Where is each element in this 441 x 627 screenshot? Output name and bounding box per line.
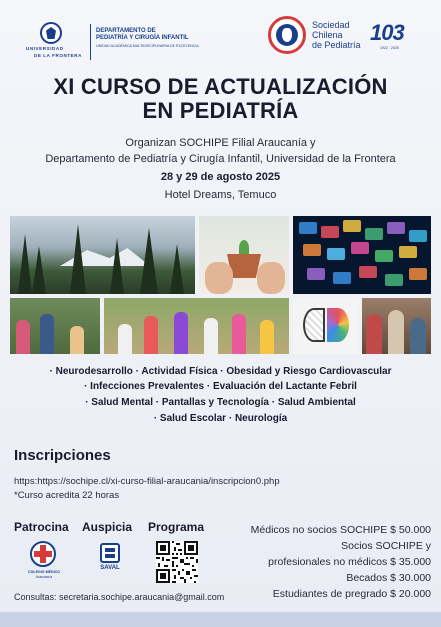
screens-photo: [293, 216, 431, 294]
price-students: Estudiantes de pregrado $ 20.000: [272, 588, 431, 600]
course-title-line1: XI CURSO DE ACTUALIZACIÓN: [53, 74, 388, 99]
price-residents: Becados $ 30.000: [346, 572, 431, 584]
colegio-medico-logo: [24, 541, 64, 581]
ufro-divider: [90, 24, 91, 60]
brain-illustration: [293, 298, 359, 354]
price-non-member-doctors: Médicos no socios SOCHIPE $ 50.000: [250, 524, 431, 536]
dept-line3: UNIDAD ACADÉMICA MULTIDISCIPLINARIA DE EXCELENCIA: [96, 44, 199, 48]
organizers-line1: Organizan SOCHIPE Filial Araucanía y: [125, 137, 316, 149]
registration-link[interactable]: https:https://sochipe.cl/xi-curso-filial-araucania/inscripcion0.php: [14, 476, 280, 487]
children-outdoor-photo: [10, 298, 100, 354]
dept-line2: PEDIATRÍA Y CIRUGÍA INFANTIL: [96, 35, 189, 41]
event-date: 28 y 29 de agosto 2025: [160, 171, 281, 183]
course-title-line2: EN PEDIATRÍA: [142, 98, 299, 123]
teens-phones-photo: [362, 298, 431, 354]
topics-line2: · Infecciones Prevalentes · Evaluación del Lactante Febril: [84, 381, 357, 392]
price-members-line2: profesionales no médicos $ 35.000: [268, 556, 431, 568]
ufro-logo: [14, 22, 214, 64]
ufro-name-line1: UNIVERSIDAD: [26, 46, 64, 51]
colegio-line2: Araucanía: [35, 575, 53, 579]
topics-line4: · Salud Escolar · Neurología: [153, 413, 288, 424]
registration-heading: Inscripciones: [14, 447, 111, 464]
medical-cross-icon: [30, 541, 56, 567]
patrocina-label: Patrocina: [14, 520, 69, 534]
colegio-line1: COLEGIO MÉDICO: [28, 570, 60, 574]
saval-name: SAVAL: [100, 565, 120, 571]
organizers-line2: Departamento de Pediatría y Cirugía Infantil, Universidad de la Frontera: [45, 153, 396, 165]
plant-pot-photo: [199, 216, 289, 294]
children-running-photo: [104, 298, 289, 354]
sochipe-logo: [268, 16, 428, 60]
accreditation-note: *Curso acredita 22 horas: [14, 490, 120, 501]
sochipe-name-line1: Sociedad: [312, 20, 350, 30]
contact-email[interactable]: Consultas: secretaria.sochipe.araucania@gmail.com: [14, 592, 225, 602]
topics-line1: · Neurodesarrollo · Actividad Física · Obesidad y Riesgo Cardiovascular: [49, 366, 392, 377]
dept-line1: DEPARTAMENTO DE: [96, 28, 156, 34]
anniversary-badge: 103: [370, 20, 404, 45]
sochipe-name-line2: Chilena: [312, 30, 343, 40]
sochipe-seal-icon: [268, 16, 306, 54]
saval-mark-icon: [100, 543, 120, 563]
footer-bar: [0, 612, 441, 627]
event-venue: Hotel Dreams, Temuco: [164, 189, 277, 201]
saval-logo: [94, 543, 126, 577]
auspicia-label: Auspicia: [82, 520, 133, 534]
topics-line3: · Salud Mental · Pantallas y Tecnología · Salud Ambiental: [85, 397, 356, 408]
sochipe-name-line3: de Pediatría: [312, 40, 361, 50]
pricing-list: [221, 522, 431, 602]
ufro-seal-icon: [40, 22, 62, 44]
program-qr-code[interactable]: [156, 541, 198, 583]
price-members-line1: Socios SOCHIPE y: [341, 540, 431, 552]
programa-label: Programa: [148, 520, 205, 534]
forest-photo: [10, 216, 195, 294]
anniversary-years: 1922 · 2025: [380, 46, 399, 50]
ufro-name-line2: DE LA FRONTERA: [34, 53, 82, 58]
